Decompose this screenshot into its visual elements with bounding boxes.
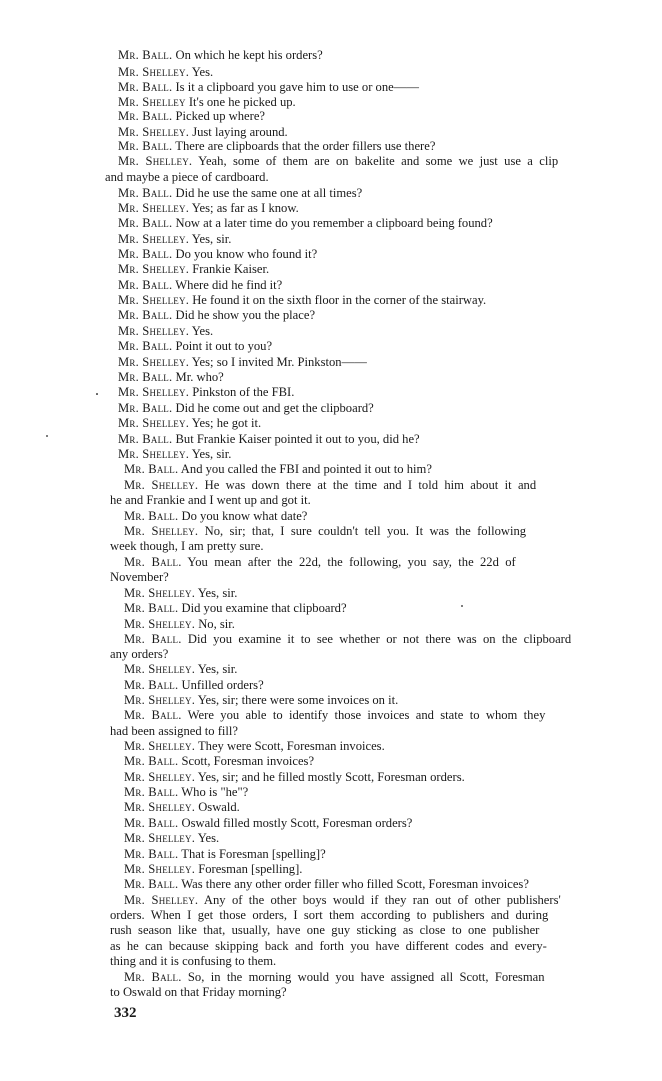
spoken-text: He found it on the sixth floor in the corner of the stairway. (189, 293, 487, 307)
transcript-line (118, 154, 558, 168)
spoken-text: That is Foresman [spelling]? (178, 847, 326, 861)
spoken-text: as he can because skipping back and forth you have different codes and every- (110, 939, 547, 953)
transcript-line (124, 524, 526, 538)
spoken-text: Oswald filled mostly Scott, Foresman orders? (178, 816, 413, 830)
spoken-text: Do you know what date? (178, 509, 308, 523)
transcript-continuation-line (110, 724, 238, 738)
transcript-line (124, 847, 326, 861)
speaker-name: Mr. Ball. (118, 432, 173, 446)
transcript-line (118, 247, 317, 261)
spoken-text: Yeah, some of them are on bakelite and some we just use a clip (192, 154, 559, 168)
transcript-line (118, 385, 294, 399)
transcript-continuation-line (110, 570, 169, 584)
transcript-line (124, 509, 307, 523)
spoken-text: Did he show you the place? (172, 308, 316, 322)
spoken-text: Yes; as far as I know. (189, 201, 299, 215)
speaker-name: Mr. Ball. (124, 847, 179, 861)
spoken-text: Yes, sir. (195, 662, 238, 676)
transcript-line (124, 800, 240, 814)
transcript-continuation-line (105, 170, 269, 184)
transcript-line (118, 293, 486, 307)
spoken-text: No, sir. (195, 617, 235, 631)
transcript-line (118, 232, 231, 246)
spoken-text: Point it out to you? (172, 339, 273, 353)
transcript-line (118, 324, 213, 338)
transcript-line (118, 125, 288, 139)
speaker-name: Mr. Ball. (118, 48, 173, 62)
spoken-text: Did you examine it to see whether or not there was on the clipboard (181, 632, 572, 646)
transcript-continuation-line (110, 908, 548, 922)
spoken-text: Yes; so I invited Mr. Pinkston—— (189, 355, 367, 369)
speaker-name: Mr. Shelley. (118, 385, 190, 399)
speaker-name: Mr. Ball. (124, 877, 179, 891)
transcript-line (118, 339, 272, 353)
spoken-text: Yes, sir; there were some invoices on it. (195, 693, 399, 707)
transcript-continuation-line (110, 923, 539, 937)
spoken-text: Pinkston of the FBI. (189, 385, 295, 399)
transcript-line (124, 601, 347, 615)
speaker-name: Mr. Ball. (124, 785, 179, 799)
transcript-line (118, 355, 367, 369)
speaker-name: Mr. Shelley. (118, 355, 190, 369)
transcript-line (118, 95, 296, 109)
speaker-name: Mr. Ball. (118, 308, 173, 322)
spoken-text: Foresman [spelling]. (195, 862, 303, 876)
transcript-line (124, 662, 237, 676)
spoken-text: had been assigned to fill? (110, 724, 238, 738)
ink-speck (96, 393, 98, 395)
spoken-text: and maybe a piece of cardboard. (105, 170, 269, 184)
transcript-continuation-line (110, 647, 168, 661)
spoken-text: You mean after the 22d, the following, you say, the 22d of (181, 555, 516, 569)
transcript-line (118, 186, 362, 200)
speaker-name: Mr. Ball. (118, 216, 173, 230)
spoken-text: week though, I am pretty sure. (110, 539, 264, 553)
speaker-name: Mr. Shelley. (124, 662, 196, 676)
spoken-text: to Oswald on that Friday morning? (110, 985, 287, 999)
speaker-name: Mr. Shelley. (124, 893, 199, 907)
transcript-continuation-line (110, 985, 287, 999)
transcript-line (118, 80, 419, 94)
speaker-name: Mr. Ball. (124, 678, 179, 692)
speaker-name: Mr. Ball. (118, 80, 173, 94)
speaker-name: Mr. Shelley. (118, 232, 190, 246)
spoken-text: So, in the morning would you have assigned all Scott, Foresman (181, 970, 545, 984)
speaker-name: Mr. Ball. (124, 816, 179, 830)
transcript-line (118, 447, 231, 461)
speaker-name: Mr. Shelley. (118, 154, 193, 168)
transcript-line (124, 770, 465, 784)
transcript-line (118, 308, 315, 322)
spoken-text: Did he come out and get the clipboard? (172, 401, 374, 415)
spoken-text: Yes. (195, 831, 220, 845)
spoken-text: They were Scott, Foresman invoices. (195, 739, 385, 753)
speaker-name: Mr. Shelley. (124, 831, 196, 845)
speaker-name: Mr. Ball. (118, 401, 173, 415)
transcript-line (124, 617, 235, 631)
transcript-line (124, 632, 571, 646)
speaker-name: Mr. Shelley. (118, 262, 190, 276)
spoken-text: orders. When I get those orders, I sort them according to publishers and during (110, 908, 549, 922)
transcript-line (124, 555, 516, 569)
transcript-continuation-line (110, 954, 276, 968)
speaker-name: Mr. Shelley. (118, 293, 190, 307)
speaker-name: Mr. Ball. (124, 509, 179, 523)
spoken-text: Yes, sir. (189, 447, 232, 461)
transcript-line (118, 109, 265, 123)
spoken-text: Unfilled orders? (178, 678, 264, 692)
speaker-name: Mr. Shelley. (118, 65, 190, 79)
spoken-text: November? (110, 570, 169, 584)
spoken-text: Did you examine that clipboard? (178, 601, 347, 615)
spoken-text: Do you know who found it? (172, 247, 318, 261)
transcript-line (124, 970, 545, 984)
spoken-text: Yes, sir; and he filled mostly Scott, Foresman orders. (195, 770, 465, 784)
spoken-text: he and Frankie and I went up and got it. (110, 493, 311, 507)
spoken-text: On which he kept his orders? (172, 48, 323, 62)
spoken-text: Frankie Kaiser. (189, 262, 270, 276)
transcript-line (118, 262, 269, 276)
speaker-name: Mr. Ball. (118, 109, 173, 123)
transcript-continuation-line (110, 493, 311, 507)
speaker-name: Mr. Ball. (118, 139, 173, 153)
speaker-name: Mr. Ball. (124, 462, 179, 476)
transcript-line (118, 65, 213, 79)
transcript-line (124, 862, 302, 876)
transcript-line (124, 478, 536, 492)
transcript-continuation-line (110, 939, 547, 953)
transcript-line (124, 877, 529, 891)
ink-speck (461, 605, 463, 607)
transcript-line (124, 785, 248, 799)
transcript-line (118, 416, 261, 430)
spoken-text: Yes; he got it. (189, 416, 262, 430)
transcript-line (124, 893, 561, 907)
speaker-name: Mr. Ball. (124, 601, 179, 615)
spoken-text: Any of the other boys would if they ran out of other publishers' (198, 893, 561, 907)
spoken-text: Yes. (189, 324, 214, 338)
transcript-continuation-line (110, 539, 264, 553)
transcript-line (118, 48, 323, 62)
speaker-name: Mr. Shelley. (124, 524, 199, 538)
transcript-line (124, 739, 385, 753)
transcript-line (118, 201, 299, 215)
spoken-text: Were you able to identify those invoices and state to whom they (181, 708, 546, 722)
spoken-text: He was down there at the time and I told him about it and (198, 478, 537, 492)
page-number: 332 (114, 1005, 137, 1021)
spoken-text: Just laying around. (189, 125, 288, 139)
speaker-name: Mr. Ball. (124, 754, 179, 768)
speaker-name: Mr. Ball. (124, 970, 182, 984)
transcript-line (124, 754, 314, 768)
spoken-text: Mr. who? (172, 370, 224, 384)
transcript-line (124, 693, 398, 707)
transcript-line (124, 678, 264, 692)
spoken-text: Now at a later time do you remember a clipboard being found? (172, 216, 493, 230)
transcript-line (118, 401, 374, 415)
speaker-name: Mr. Ball. (118, 339, 173, 353)
spoken-text: Yes, sir. (189, 232, 232, 246)
transcript-line (118, 216, 493, 230)
speaker-name: Mr. Shelley. (124, 739, 196, 753)
speaker-name: Mr. Ball. (118, 247, 173, 261)
speaker-name: Mr. Shelley. (124, 478, 199, 492)
transcript-line (124, 462, 432, 476)
transcript-line (124, 708, 545, 722)
spoken-text: thing and it is confusing to them. (110, 954, 277, 968)
speaker-name: Mr. Ball. (124, 555, 182, 569)
spoken-text: Did he use the same one at all times? (172, 186, 363, 200)
spoken-text: Yes. (189, 65, 214, 79)
transcript-line (124, 586, 237, 600)
spoken-text: Scott, Foresman invoices? (178, 754, 315, 768)
speaker-name: Mr. Shelley. (118, 324, 190, 338)
spoken-text: rush season like that, usually, have one guy sticking as close to one publisher (110, 923, 540, 937)
spoken-text: Who is "he"? (178, 785, 249, 799)
speaker-name: Mr. Ball. (124, 632, 182, 646)
spoken-text: Yes, sir. (195, 586, 238, 600)
speaker-name: Mr. Ball. (118, 370, 173, 384)
speaker-name: Mr. Ball. (118, 186, 173, 200)
speaker-name: Mr. Shelley (118, 95, 186, 109)
transcript-line (124, 816, 412, 830)
spoken-text: Oswald. (195, 800, 240, 814)
speaker-name: Mr. Shelley. (124, 770, 196, 784)
spoken-text: There are clipboards that the order fillers use there? (172, 139, 436, 153)
speaker-name: Mr. Shelley. (124, 617, 196, 631)
speaker-name: Mr. Shelley. (118, 201, 190, 215)
speaker-name: Mr. Shelley. (118, 125, 190, 139)
speaker-name: Mr. Shelley. (124, 862, 196, 876)
spoken-text: Picked up where? (172, 109, 266, 123)
transcript-line (124, 831, 219, 845)
spoken-text: It's one he picked up. (185, 95, 296, 109)
spoken-text: No, sir; that, I sure couldn't tell you. It was the following (198, 524, 527, 538)
speaker-name: Mr. Shelley. (124, 586, 196, 600)
speaker-name: Mr. Shelley. (124, 693, 196, 707)
speaker-name: Mr. Shelley. (118, 447, 190, 461)
transcript-line (118, 432, 420, 446)
ink-speck (46, 435, 48, 437)
speaker-name: Mr. Ball. (118, 278, 173, 292)
speaker-name: Mr. Ball. (124, 708, 182, 722)
spoken-text: any orders? (110, 647, 169, 661)
speaker-name: Mr. Shelley. (124, 800, 196, 814)
spoken-text: Is it a clipboard you gave him to use or one—— (172, 80, 419, 94)
transcript-line (118, 278, 282, 292)
speaker-name: Mr. Shelley. (118, 416, 190, 430)
spoken-text: Was there any other order filler who filled Scott, Foresman invoices? (178, 877, 529, 891)
spoken-text: Where did he find it? (172, 278, 283, 292)
transcript-line (118, 370, 224, 384)
transcript-line (118, 139, 435, 153)
spoken-text: But Frankie Kaiser pointed it out to you, did he? (172, 432, 420, 446)
spoken-text: And you called the FBI and pointed it out to him? (178, 462, 432, 476)
